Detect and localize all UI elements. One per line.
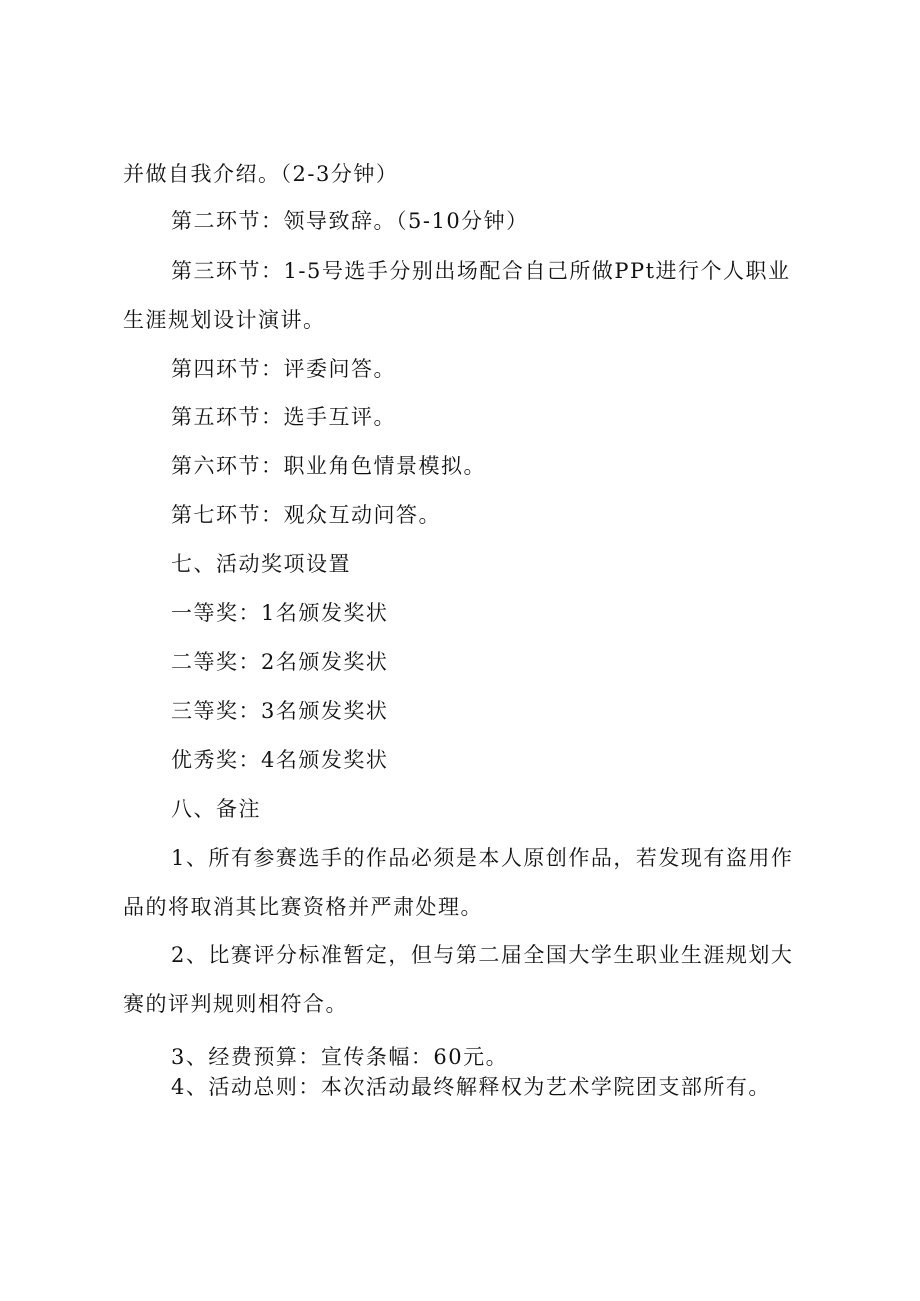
- text-line-second-prize: 二等奖：2名颁发奖状: [171, 650, 389, 674]
- text-line-excellence-prize: 优秀奖：4名颁发奖状: [171, 748, 389, 772]
- text-line-stage-3: 第三环节：1-5号选手分别出场配合自己所做PPt进行个人职业: [171, 259, 791, 283]
- section-heading-awards: 七、活动奖项设置: [171, 552, 351, 576]
- section-heading-notes: 八、备注: [171, 797, 261, 821]
- text-line-third-prize: 三等奖：3名颁发奖状: [171, 699, 389, 723]
- text-line-stage-2: 第二环节：领导致辞。（5-10分钟）: [171, 209, 529, 233]
- text-line-note-3: 3、经费预算：宣传条幅：60元。: [171, 1045, 509, 1069]
- text-line-intro-continuation: 并做自我介绍。（2-3分钟）: [123, 162, 399, 186]
- text-line-stage-6: 第六环节：职业角色情景模拟。: [171, 454, 486, 478]
- text-line-stage-5: 第五环节：选手互评。: [171, 405, 396, 429]
- text-line-note-1: 1、所有参赛选手的作品必须是本人原创作品，若发现有盗用作: [171, 846, 794, 870]
- text-line-note-1-cont: 品的将取消其比赛资格并严肃处理。: [123, 895, 483, 919]
- text-line-note-2: 2、比赛评分标准暂定，但与第二届全国大学生职业生涯规划大: [171, 943, 794, 967]
- text-line-stage-7: 第七环节：观众互动问答。: [171, 503, 441, 527]
- text-line-note-2-cont: 赛的评判规则相符合。: [123, 992, 348, 1016]
- text-line-stage-3-cont: 生涯规划设计演讲。: [123, 308, 326, 332]
- text-line-first-prize: 一等奖：1名颁发奖状: [171, 601, 389, 625]
- text-line-note-4: 4、活动总则：本次活动最终解释权为艺术学院团支部所有。: [171, 1075, 771, 1099]
- text-line-stage-4: 第四环节：评委问答。: [171, 357, 396, 381]
